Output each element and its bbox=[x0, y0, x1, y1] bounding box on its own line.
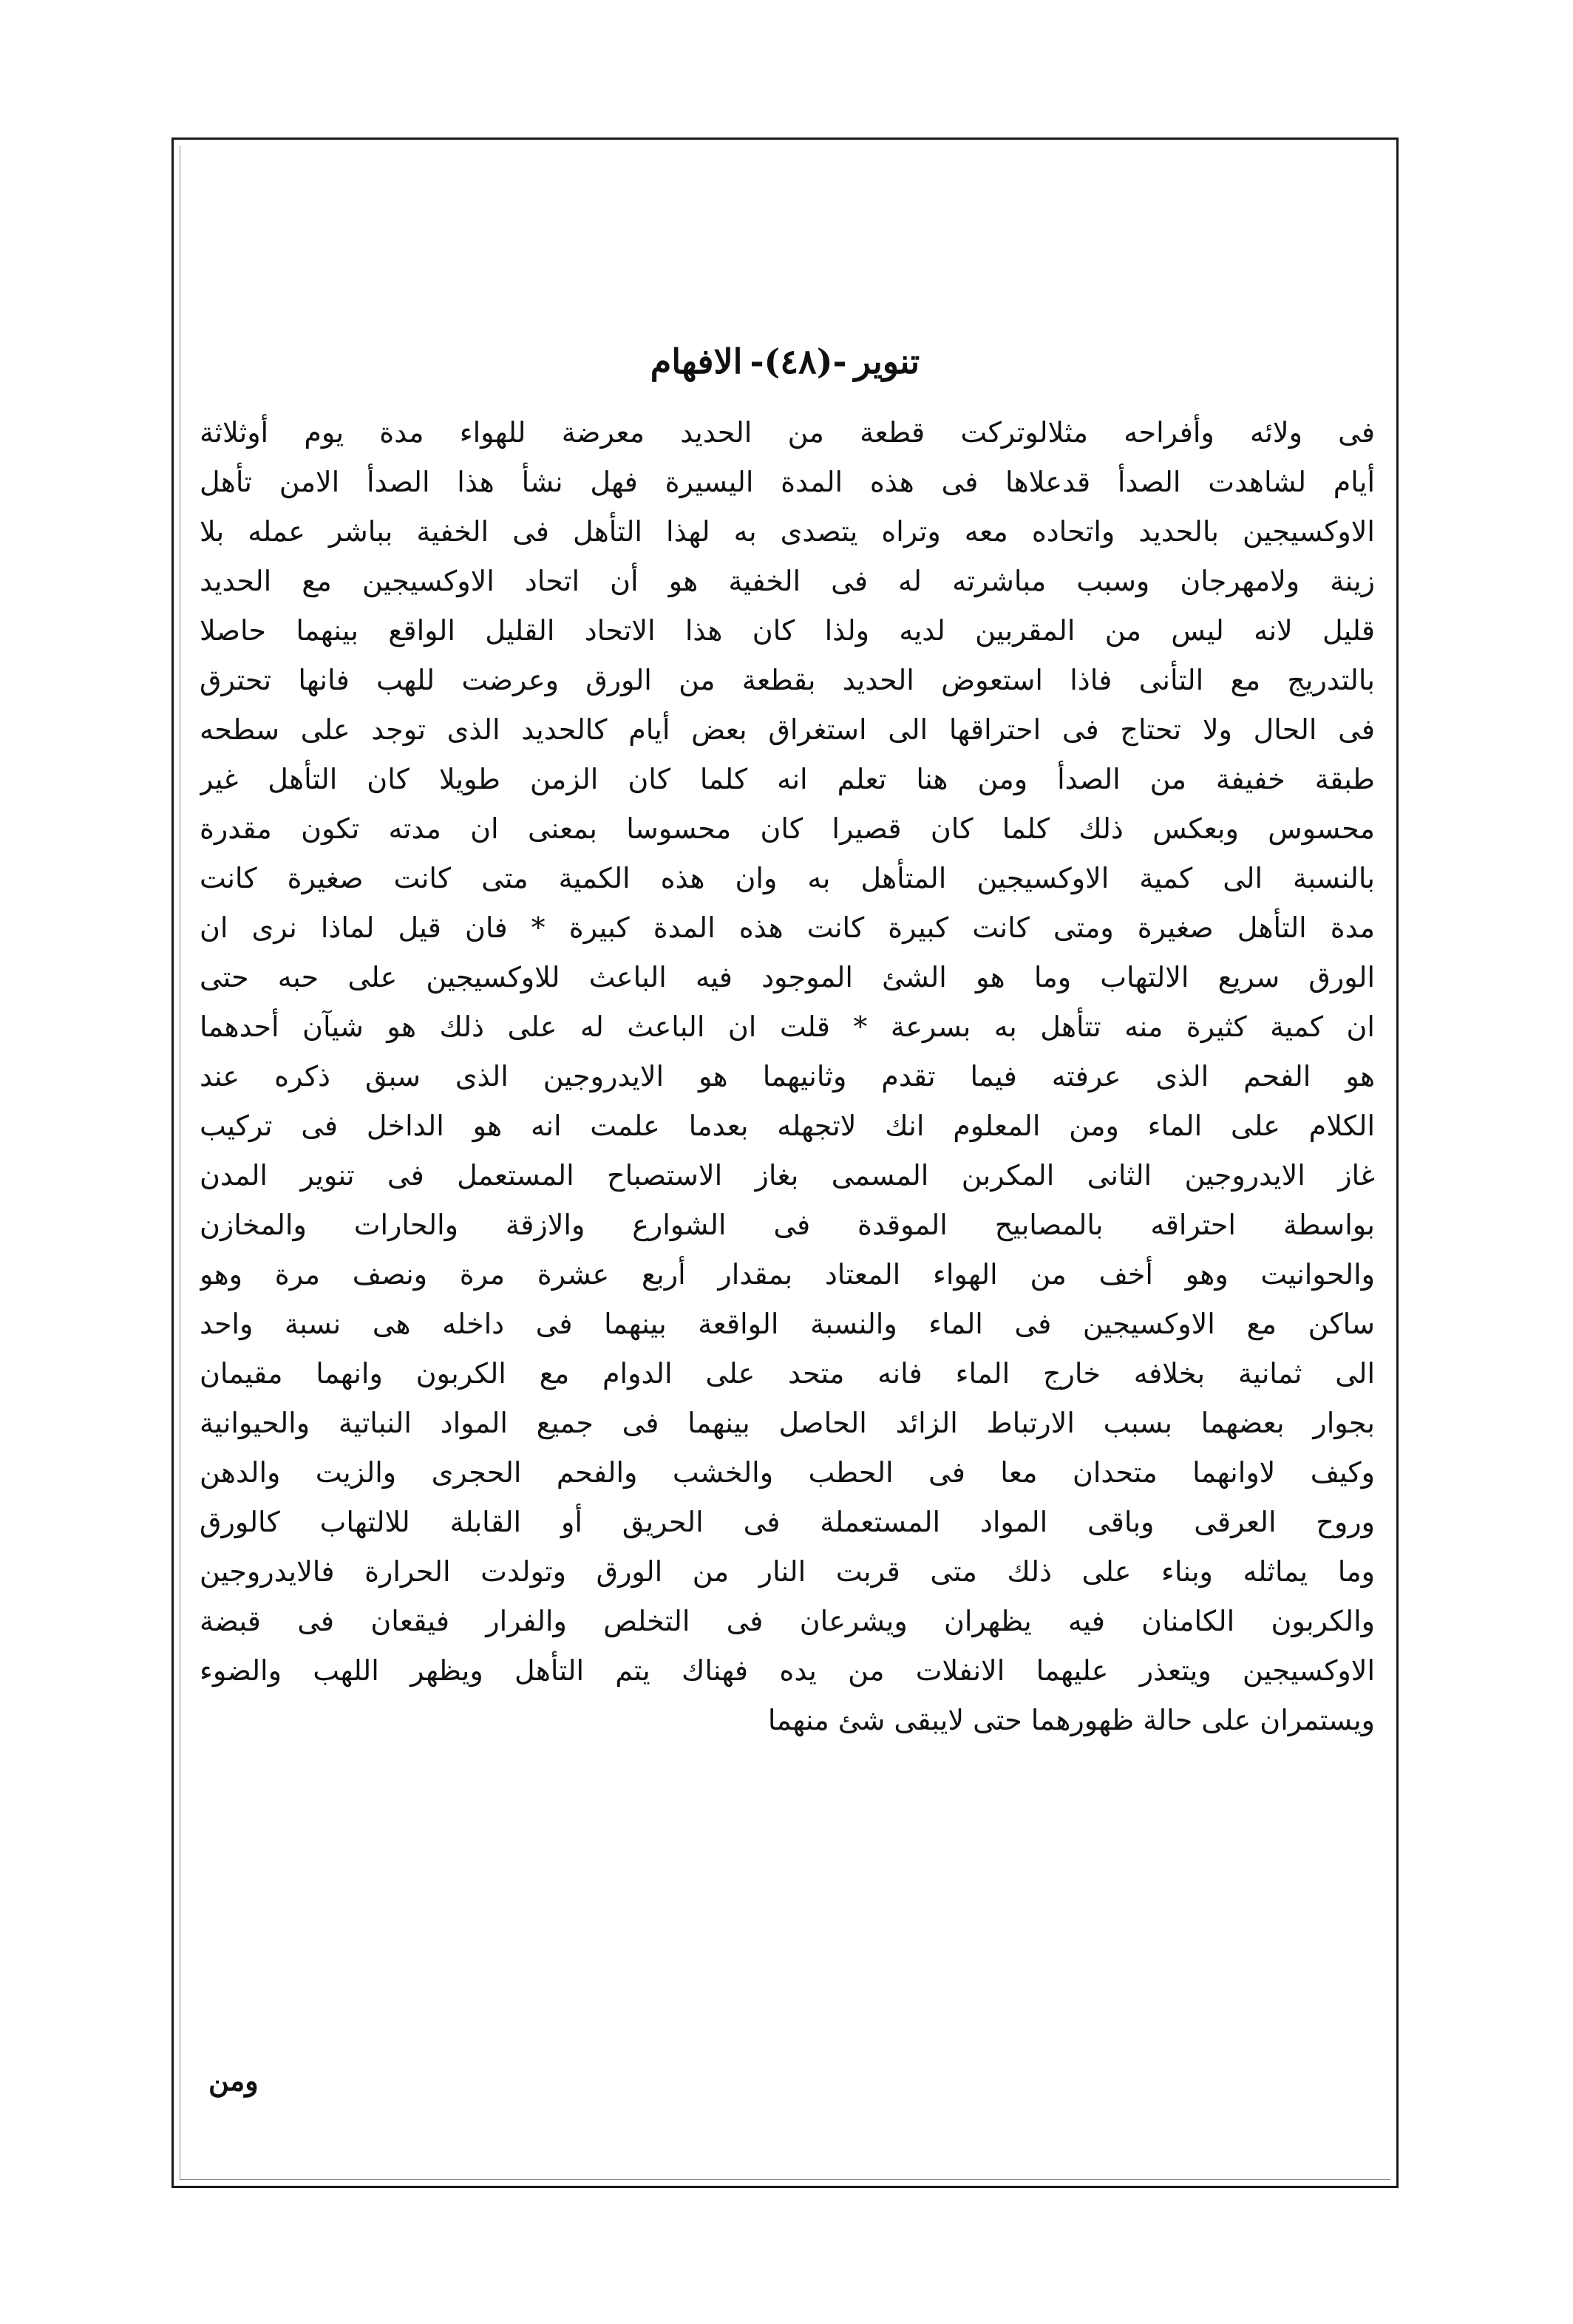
text-line: قليل لانه ليس من المقربين لديه ولذا كان هذا الاتحاد القليل الواقع بينهما حاصلا bbox=[200, 614, 1375, 647]
catchword: ومن bbox=[208, 2064, 259, 2097]
text-line: ساكن مع الاوكسيجين فى الماء والنسبة الواقعة بينهما فى داخله هى نسبة واحد bbox=[200, 1308, 1375, 1340]
text-line: أيام لشاهدت الصدأ قدعلاها فى هذه المدة اليسيرة فهل نشأ هذا الصدأ الامن تأهل bbox=[200, 466, 1375, 498]
text-line: بواسطة احتراقه بالمصابيح الموقدة فى الشوارع والازقة والحارات والمخازن bbox=[200, 1209, 1375, 1241]
text-line: وروح العرقى وباقى المواد المستعملة فى الحريق أو القابلة للالتهاب كالورق bbox=[200, 1506, 1375, 1538]
text-line: بالتدريج مع التأنى فاذا استعوض الحديد بقطعة من الورق وعرضت للهب فانها تحترق bbox=[200, 664, 1375, 696]
text-line: الورق سريع الالتهاب وما هو الشئ الموجود فيه الباعث للاوكسيجين على حبه حتى bbox=[200, 961, 1375, 993]
text-line: فى ولائه وأفراحه مثلالوتركت قطعة من الحديد معرضة للهواء مدة يوم أوثلاثة bbox=[200, 416, 1375, 449]
text-line: وما يماثله وبناء على ذلك متى قربت النار من الورق وتولدت الحرارة فالايدروجين bbox=[200, 1555, 1375, 1588]
text-line: ان كمية كثيرة منه تتأهل به بسرعة * قلت ان الباعث له على ذلك هو شيآن أحدهما bbox=[200, 1010, 1375, 1043]
text-line: الاوكسيجين بالحديد واتحاده معه وتراه يتصدى به لهذا التأهل فى الخفية بباشر عمله بلا bbox=[200, 515, 1375, 548]
text-line: فى الحال ولا تحتاج فى احتراقها الى استغراق بعض أيام كالحديد الذى توجد على سطحه bbox=[200, 713, 1375, 746]
text-line: والحوانيت وهو أخف من الهواء المعتاد بمقدار أربع عشرة مرة ونصف مرة وهو bbox=[200, 1258, 1375, 1291]
text-line: هو الفحم الذى عرفته فيما تقدم وثانيهما هو الايدروجين الذى سبق ذكره عند bbox=[200, 1060, 1375, 1093]
header-book: الافهام bbox=[650, 342, 743, 381]
running-head bbox=[171, 342, 1399, 381]
text-line: طبقة خفيفة من الصدأ ومن هنا تعلم انه كلما كان الزمن طويلا كان التأهل غير bbox=[200, 763, 1375, 795]
text-line: بجوار بعضهما بسبب الارتباط الزائد الحاصل بينهما فى جميع المواد النباتية والحيوانية bbox=[200, 1407, 1375, 1439]
text-line: غاز الايدروجين الثانى المكربن المسمى بغاز الاستصباح المستعمل فى تنوير المدن bbox=[200, 1159, 1375, 1192]
text-line: الكلام على الماء ومن المعلوم انك لاتجهله بعدما علمت انه هو الداخل فى تركيب bbox=[200, 1110, 1375, 1142]
text-line: محسوس وبعكس ذلك كلما كان قصيرا كان محسوسا بمعنى ان مدته تكون مقدرة bbox=[200, 812, 1375, 845]
text-line: مدة التأهل صغيرة ومتى كانت كبيرة كانت هذه المدة كبيرة * فان قيل لماذا نرى ان bbox=[200, 911, 1375, 944]
text-line: وكيف لاوانهما متحدان معا فى الحطب والخشب والفحم الحجرى والزيت والدهن bbox=[200, 1456, 1375, 1489]
text-line: والكربون الكامنان فيه يظهران ويشرعان فى التخلص والفرار فيقعان فى قبضة bbox=[200, 1605, 1375, 1637]
text-line: الى ثمانية بخلافه خارج الماء فانه متحد على الدوام مع الكربون وانهما مقيمان bbox=[200, 1357, 1375, 1390]
text-line: بالنسبة الى كمية الاوكسيجين المتأهل به وان هذه الكمية متى كانت صغيرة كانت bbox=[200, 862, 1375, 894]
header-title: تنوير bbox=[854, 342, 920, 381]
text-line: زينة ولامهرجان وسبب مباشرته له فى الخفية هو أن اتحاد الاوكسيجين مع الحديد bbox=[200, 565, 1375, 597]
text-line: الاوكسيجين ويتعذر عليهما الانفلات من يده فهناك يتم التأهل ويظهر اللهب والضوء bbox=[200, 1654, 1375, 1687]
header-page-number: -(٤٨)- bbox=[750, 342, 847, 381]
text-line: ويستمران على حالة ظهورهما حتى لايبقى شئ منهما bbox=[767, 1704, 1375, 1736]
body-text bbox=[200, 408, 1375, 1745]
